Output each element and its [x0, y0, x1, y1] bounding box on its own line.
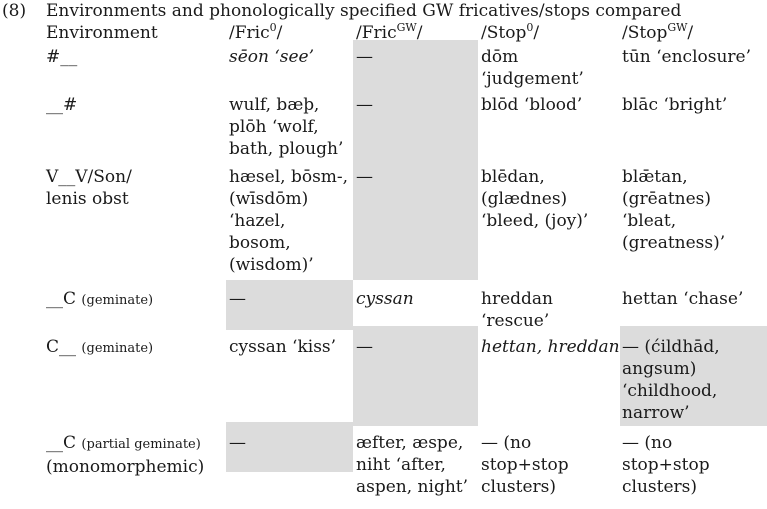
example-number: (8): [2, 1, 27, 21]
row5-env: C__ (geminate): [46, 337, 154, 357]
row1-fricgw: —: [356, 47, 373, 67]
header-stopgw: /Stop$^{GW}$/: [622, 21, 694, 43]
row5-fric0: cyssan ‘kiss’: [229, 337, 337, 357]
row2-stopgw: blāc ‘bright’: [622, 95, 728, 115]
header-stop0: /Stop$^0$/: [481, 21, 540, 43]
row5-stop0: hettan, hreddan: [481, 337, 620, 357]
row4-stopgw: hettan ‘chase’: [622, 289, 744, 309]
row6-env: __C (partial geminate) (monomorphemic): [46, 433, 205, 477]
header-fricgw: /Fric$^{GW}$/: [356, 21, 423, 43]
row4-fric0: —: [229, 289, 246, 309]
row3-stopgw: blǣtan, (grēatnes) ‘bleat, (greatness)’: [622, 167, 726, 253]
row3-stop0: blēdan, (glædnes) ‘bleed, (joy)’: [481, 167, 589, 231]
table-title: Environments and phonologically specified GW fricatives/stops compared: [46, 1, 682, 21]
row5-fricgw: —: [356, 337, 373, 357]
row1-stopgw: tūn ‘enclosure’: [622, 47, 752, 67]
row2-fric0: wulf, bæþ, plōh ‘wolf, bath, plough’: [229, 95, 344, 159]
row6-fric0: —: [229, 433, 246, 453]
row6-stopgw: — (no stop+stop clusters): [622, 433, 710, 497]
row1-env: #__: [46, 47, 78, 67]
row6-stop0: — (no stop+stop clusters): [481, 433, 569, 497]
header-environment: Environment: [46, 23, 158, 43]
row3-fricgw: —: [356, 167, 373, 187]
header-fric0: /Fric$^0$/: [229, 21, 283, 43]
row5-stopgw: — (ćildhād, angsum) ‘childhood, narrow’: [622, 337, 720, 423]
row1-stop0: dōm ‘judgement’: [481, 47, 584, 89]
shade-fricgw-top: [353, 40, 478, 280]
row4-env: __C (geminate): [46, 289, 154, 309]
row6-fricgw: æfter, æspe, niht ‘after, aspen, night’: [356, 433, 469, 497]
row3-env: V__V/Son/ lenis obst: [46, 167, 132, 209]
row4-fricgw: cyssan: [356, 289, 414, 309]
row2-fricgw: —: [356, 95, 373, 115]
row2-env: __#: [46, 95, 78, 115]
row2-stop0: blōd ‘blood’: [481, 95, 583, 115]
row1-fric0: sēon ‘see’: [229, 47, 315, 67]
row3-fric0: hæsel, bōsm-, (wīsdōm) ‘hazel, bosom, (wisdom)’: [229, 167, 349, 275]
row4-stop0: hreddan ‘rescue’: [481, 289, 553, 331]
